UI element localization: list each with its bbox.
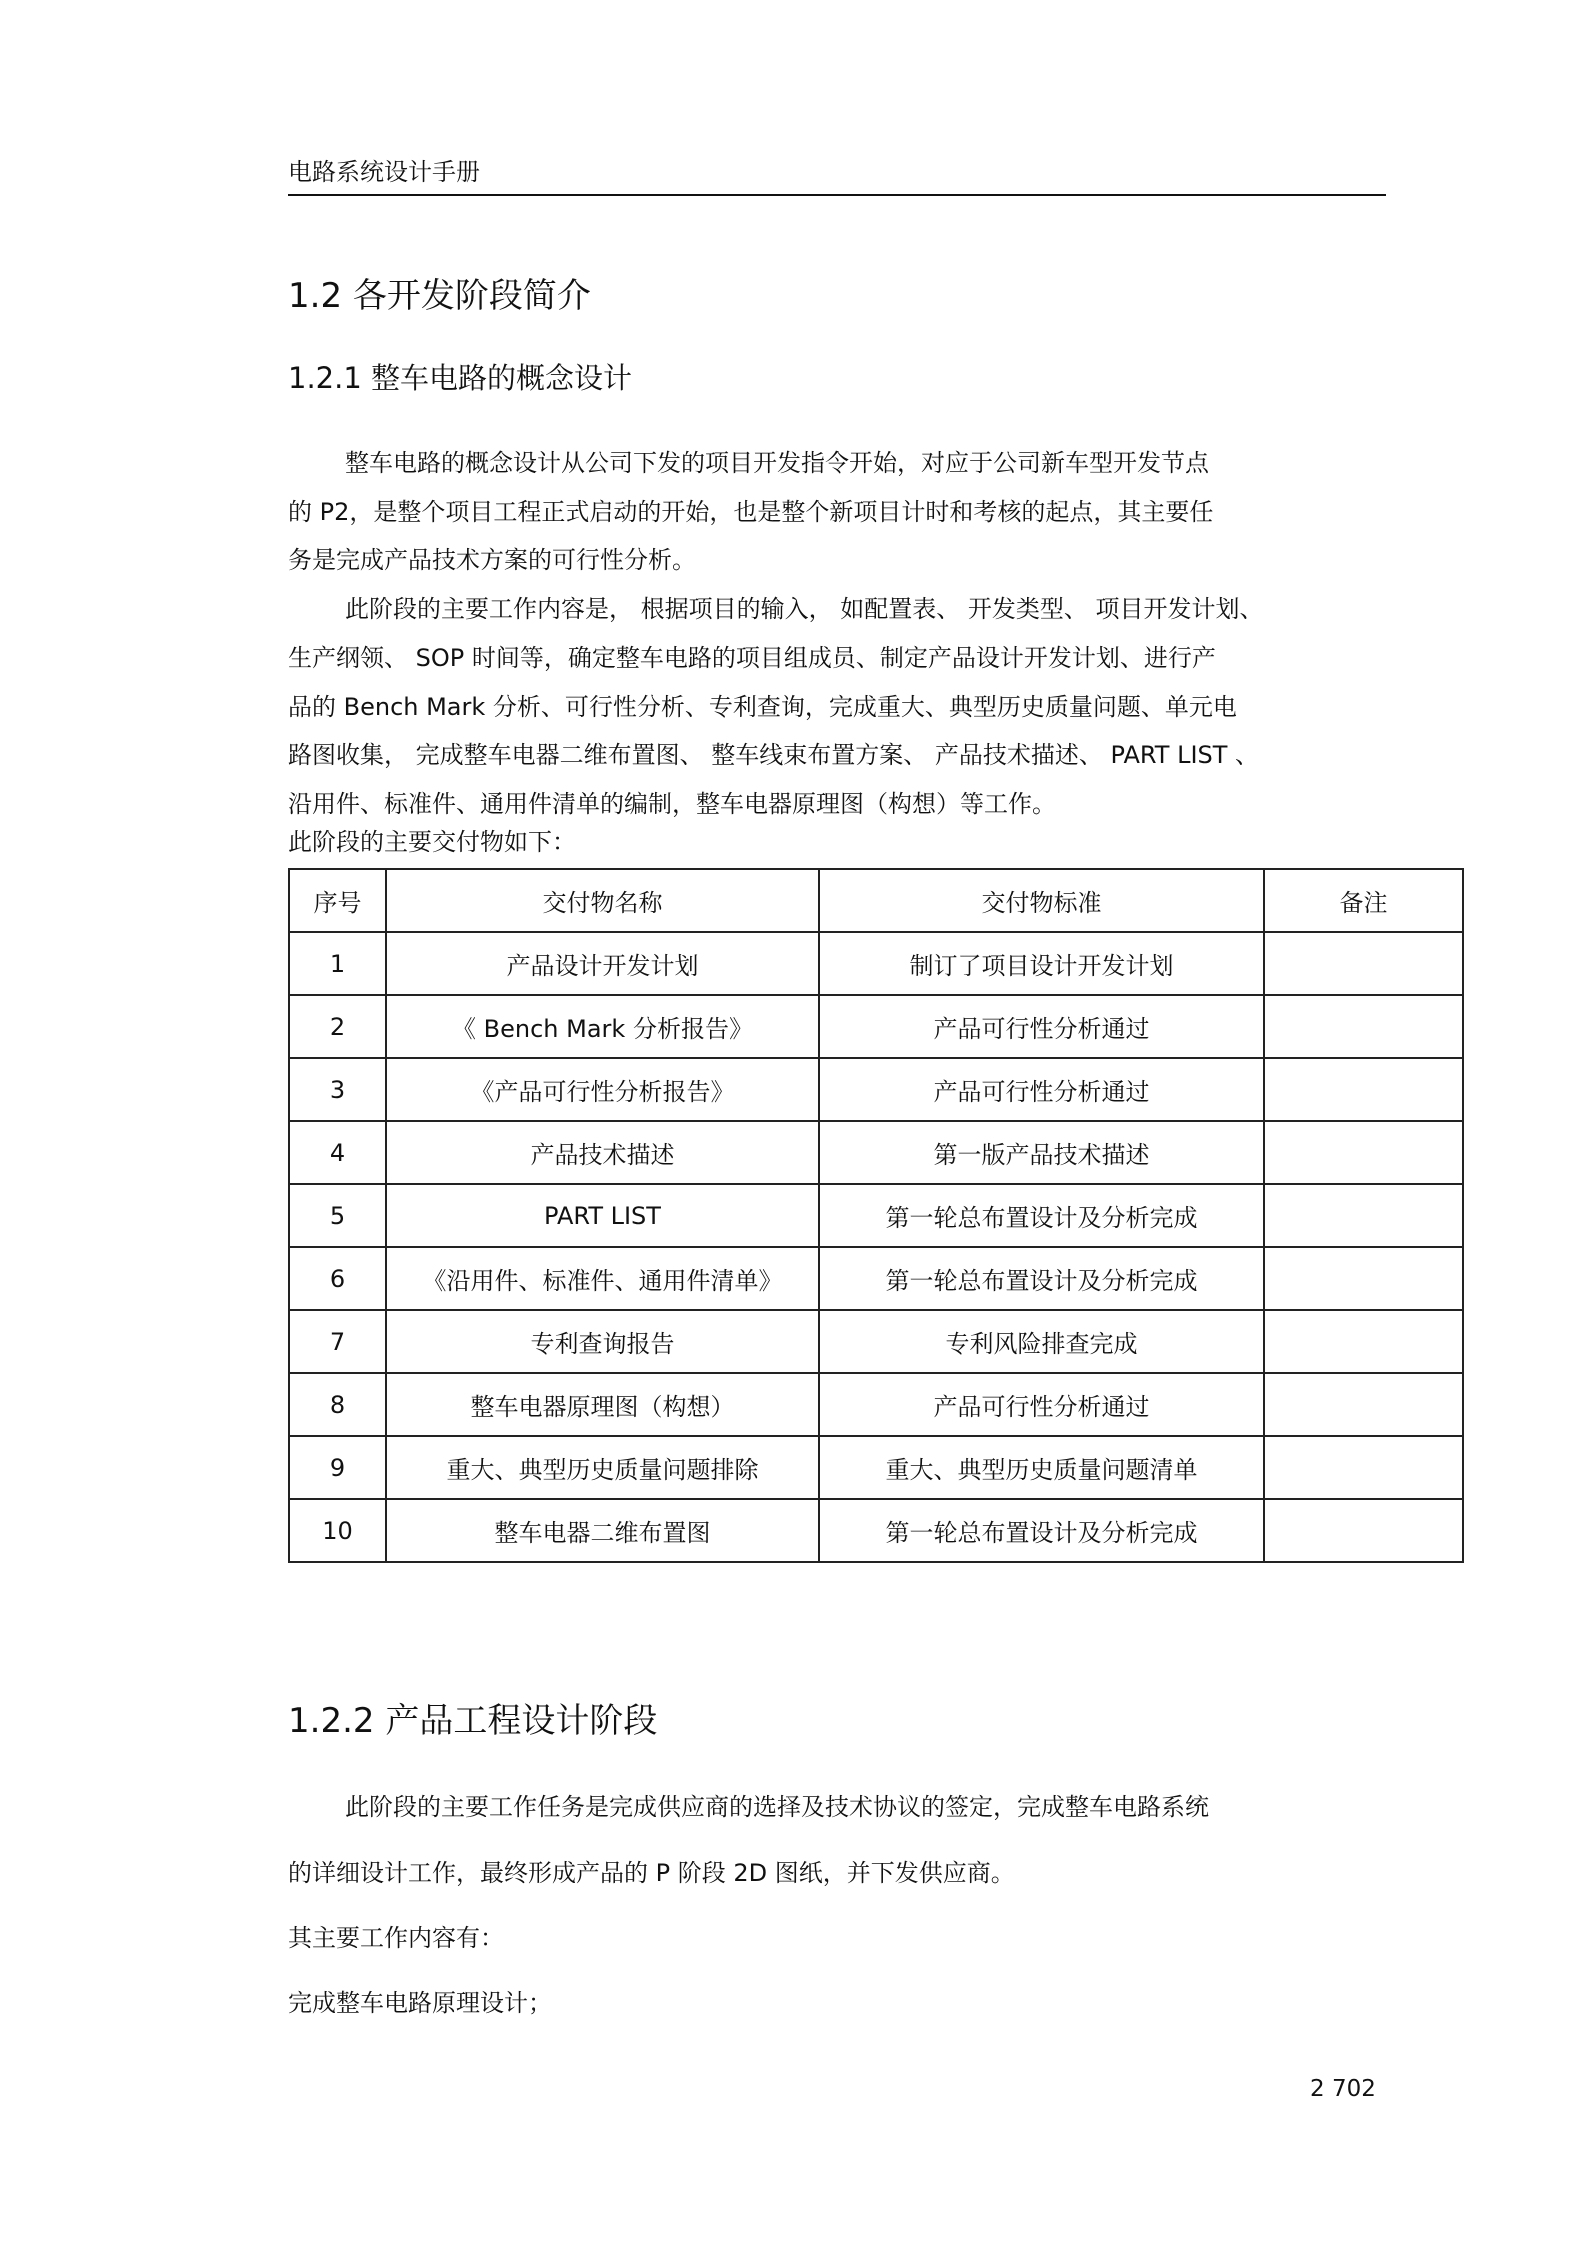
cell-index: 1 xyxy=(289,932,386,995)
cell-index: 4 xyxy=(289,1121,386,1184)
section-heading: 1.2 各开发阶段简介 xyxy=(288,276,591,316)
cell-name: 整车电器二维布置图 xyxy=(386,1499,819,1562)
paragraph-3-line-1: 此阶段的主要工作任务是完成供应商的选择及技术协议的签定，完成整车电路系统 xyxy=(345,1793,1209,1821)
deliverables-table xyxy=(288,868,1464,1563)
deliverables-intro: 此阶段的主要交付物如下： xyxy=(288,828,576,856)
cell-index: 5 xyxy=(289,1184,386,1247)
subsection-heading-1-2-2: 1.2.2 产品工程设计阶段 xyxy=(288,1701,658,1741)
cell-remark xyxy=(1264,1058,1463,1121)
cell-index: 10 xyxy=(289,1499,386,1562)
cell-remark xyxy=(1264,1121,1463,1184)
paragraph-1-line-2: 的 P2，是整个项目工程正式启动的开始，也是整个新项目计时和考核的起点，其主要任 xyxy=(288,498,1214,526)
table-row xyxy=(289,932,1463,995)
content-intro: 其主要工作内容有： xyxy=(288,1924,504,1952)
table-row xyxy=(289,1247,1463,1310)
paragraph-3-line-2: 的详细设计工作，最终形成产品的 P 阶段 2D 图纸，并下发供应商。 xyxy=(288,1859,1015,1887)
cell-standard: 产品可行性分析通过 xyxy=(819,1373,1264,1436)
table-header-row xyxy=(289,869,1463,932)
cell-standard: 专利风险排查完成 xyxy=(819,1310,1264,1373)
cell-standard: 第一轮总布置设计及分析完成 xyxy=(819,1247,1264,1310)
cell-index: 9 xyxy=(289,1436,386,1499)
cell-remark xyxy=(1264,1310,1463,1373)
header-cell-standard: 交付物标准 xyxy=(819,869,1264,932)
cell-remark xyxy=(1264,1184,1463,1247)
cell-remark xyxy=(1264,995,1463,1058)
cell-standard: 产品可行性分析通过 xyxy=(819,995,1264,1058)
table-row xyxy=(289,1373,1463,1436)
cell-remark xyxy=(1264,1247,1463,1310)
page-number: 2 702 xyxy=(1310,2076,1376,2102)
cell-name: PART LIST xyxy=(386,1184,819,1247)
cell-name: 整车电器原理图（构想） xyxy=(386,1373,819,1436)
cell-index: 3 xyxy=(289,1058,386,1121)
header-cell-remark: 备注 xyxy=(1264,869,1463,932)
cell-standard: 第一版产品技术描述 xyxy=(819,1121,1264,1184)
table-row xyxy=(289,1121,1463,1184)
paragraph-1-line-3: 务是完成产品技术方案的可行性分析。 xyxy=(288,546,696,574)
cell-name: 《 Bench Mark 分析报告》 xyxy=(386,995,819,1058)
paragraph-2-line-5: 沿用件、标准件、通用件清单的编制，整车电器原理图（构想）等工作。 xyxy=(288,790,1056,818)
paragraph-2-line-4: 路图收集， 完成整车电器二维布置图、 整车线束布置方案、 产品技术描述、 PART LIST 、 xyxy=(288,741,1260,769)
cell-standard: 第一轮总布置设计及分析完成 xyxy=(819,1499,1264,1562)
cell-standard: 重大、典型历史质量问题清单 xyxy=(819,1436,1264,1499)
paragraph-2-line-2: 生产纲领、 SOP 时间等，确定整车电路的项目组成员、制定产品设计开发计划、进行产 xyxy=(288,644,1216,672)
paragraph-2-line-3: 品的 Bench Mark 分析、可行性分析、专利查询，完成重大、典型历史质量问题、单元电 xyxy=(288,693,1237,721)
header-cell-index: 序号 xyxy=(289,869,386,932)
cell-standard: 产品可行性分析通过 xyxy=(819,1058,1264,1121)
header-divider xyxy=(288,194,1386,196)
cell-index: 2 xyxy=(289,995,386,1058)
cell-standard: 第一轮总布置设计及分析完成 xyxy=(819,1184,1264,1247)
table-row xyxy=(289,1184,1463,1247)
table-row xyxy=(289,1058,1463,1121)
cell-name: 产品技术描述 xyxy=(386,1121,819,1184)
cell-standard: 制订了项目设计开发计划 xyxy=(819,932,1264,995)
cell-remark xyxy=(1264,1436,1463,1499)
paragraph-2-line-1: 此阶段的主要工作内容是， 根据项目的输入， 如配置表、 开发类型、 项目开发计划、 xyxy=(345,595,1264,623)
cell-remark xyxy=(1264,1499,1463,1562)
subsection-heading-1-2-1: 1.2.1 整车电路的概念设计 xyxy=(288,361,633,395)
cell-index: 8 xyxy=(289,1373,386,1436)
cell-index: 6 xyxy=(289,1247,386,1310)
cell-name: 《产品可行性分析报告》 xyxy=(386,1058,819,1121)
table-row xyxy=(289,995,1463,1058)
table-row xyxy=(289,1499,1463,1562)
cell-name: 《沿用件、标准件、通用件清单》 xyxy=(386,1247,819,1310)
header-cell-name: 交付物名称 xyxy=(386,869,819,932)
cell-index: 7 xyxy=(289,1310,386,1373)
document-header-title: 电路系统设计手册 xyxy=(288,158,480,186)
table-row xyxy=(289,1310,1463,1373)
cell-name: 重大、典型历史质量问题排除 xyxy=(386,1436,819,1499)
table-row xyxy=(289,1436,1463,1499)
cell-remark xyxy=(1264,1373,1463,1436)
cell-name: 产品设计开发计划 xyxy=(386,932,819,995)
cell-remark xyxy=(1264,932,1463,995)
paragraph-1-line-1: 整车电路的概念设计从公司下发的项目开发指令开始，对应于公司新车型开发节点 xyxy=(345,449,1209,477)
content-item-1: 完成整车电路原理设计； xyxy=(288,1989,552,2017)
cell-name: 专利查询报告 xyxy=(386,1310,819,1373)
